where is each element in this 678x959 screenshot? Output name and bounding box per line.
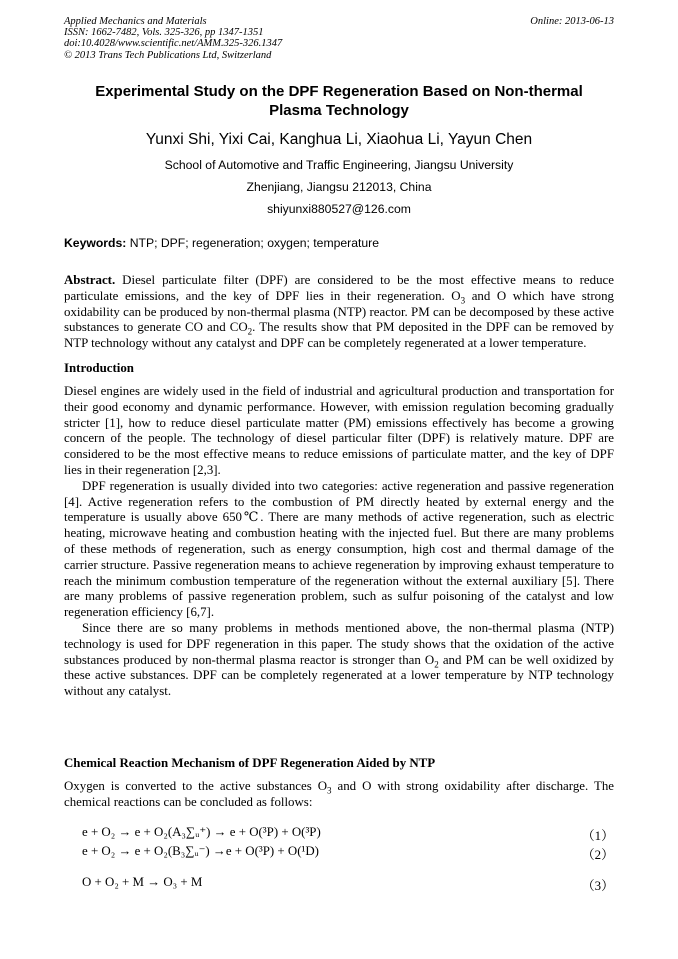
title-line-2: Plasma Technology	[269, 102, 409, 119]
equation-2: e + O₂ → e + O₂(B₃∑ᵤ⁻) →e + O(³P) + O(¹D)	[82, 844, 319, 858]
abstract-text-2: and O which have strong oxidability can be produced by non-thermal plasma (NTP) reactor. PM can be decomposed by these active substances to generate CO and CO	[64, 288, 614, 335]
keywords-label: Keywords:	[64, 236, 127, 250]
equation-number-1: （1）	[581, 829, 614, 843]
chem-intro	[64, 779, 614, 811]
chem-text-2: and O with strong oxidability after discharge. The chemical reactions can be concluded as follows:	[64, 779, 615, 809]
subscript: 2	[434, 659, 439, 670]
intro-heading: Introduction	[64, 361, 134, 375]
intro-body	[64, 384, 614, 700]
intro-paragraph-2: DPF regeneration is usually divided into two categories: active regeneration and passive regeneration [4]. Active regeneration refers to the combustion of PM directly heated by external energy and the temperature is usually above 650℃. There are many methods of active regeneration, such as electric heating, microwave heating and combustion heating with the injected fuel. But there are many problems of these methods of regeneration, such as energy consumption, high cost and thermal damage of the carrier structure. Passive regeneration means to achieve regeneration by improving exhaust temperature to reach the minimum combustion temperature of the regeneration without the external auxiliary [5]. There are many problems of passive regeneration problem, such as sulfur poisoning of the catalyst and low regeneration efficiency [6,7].	[64, 478, 614, 620]
keywords-text: NTP; DPF; regeneration; oxygen; temperature	[129, 236, 379, 250]
abstract-text-3: . The results show that PM deposited in the DPF can be removed by NTP technology without any catalyst and DPF can be completely regenerated at a lower temperature.	[64, 320, 614, 351]
chem-heading: Chemical Reaction Mechanism of DPF Regeneration Aided by NTP	[64, 756, 436, 770]
email[interactable]: shiyunxi880527@126.com	[267, 202, 411, 216]
address: Zhenjiang, Jiangsu 212013, China	[246, 180, 432, 194]
intro-paragraph-3	[64, 621, 614, 700]
copyright-line: © 2013 Trans Tech Publications Ltd, Switzerland	[64, 49, 272, 61]
author-list: Yunxi Shi, Yixi Cai, Kanghua Li, Xiaohua Li, Yayun Chen	[145, 131, 533, 148]
equation-3: O + O₂ + M → O₃ + M	[82, 875, 203, 889]
abstract-label: Abstract.	[64, 273, 116, 287]
intro-p3-text-2: and PM can be well oxidized by these active substances. DPF can be completely regenerated at a lower temperature by NTP technology without any catalyst.	[64, 652, 614, 699]
equation-number-2: （2）	[581, 848, 614, 862]
abstract-text-1: Diesel particulate filter (DPF) are considered to be the most effective means to reduce particulate emissions, and the key of DPF lies in their regeneration. O	[64, 273, 614, 303]
paper-title	[64, 82, 614, 120]
affiliation: School of Automotive and Traffic Engineering, Jiangsu University	[164, 158, 514, 172]
abstract	[64, 273, 614, 352]
journal-name: Applied Mechanics and Materials	[64, 16, 207, 27]
online-date: Online: 2013-06-13	[530, 16, 614, 27]
title-line-1: Experimental Study on the DPF Regeneration Based on Non-thermal	[95, 83, 583, 100]
subscript: 3	[327, 785, 332, 796]
issn-line: ISSN: 1662-7482, Vols. 325-326, pp 1347-1351	[64, 27, 264, 39]
journal-header	[64, 16, 282, 61]
doi-line: doi:10.4028/www.scientific.net/AMM.325-326.1347	[64, 38, 283, 50]
subscript: 2	[247, 326, 253, 337]
chem-text-1: Oxygen is converted to the active substances O	[64, 779, 328, 793]
subscript: 3	[460, 295, 466, 306]
equation-number-3: （3）	[581, 879, 614, 893]
intro-paragraph-1: Diesel engines are widely used in the field of industrial and agricultural production and transportation for their good economy and dynamic performance. However, with emission regulation becoming gradually stricter [1], how to reduce diesel particulate matter (PM) emissions effectively has become a growing concern of the people. The technology of diesel particular filter (DPF) is relatively mature. DPF are considered to be the most effective means to reduce emissions of particulate matter, and the key of DPF lies in their regeneration [2,3].	[64, 384, 614, 477]
equation-1: e + O₂ → e + O₂(A₃∑ᵤ⁺) → e + O(³P) + O(³P)	[82, 825, 321, 839]
intro-p3-text-1: Since there are so many problems in methods mentioned above, the non-thermal plasma (NTP) technology is used for DPF regeneration in this paper. The study shows that the oxidation of the active substances produced by non-thermal plasma reactor is stronger than O	[64, 620, 614, 667]
keywords	[64, 236, 379, 250]
